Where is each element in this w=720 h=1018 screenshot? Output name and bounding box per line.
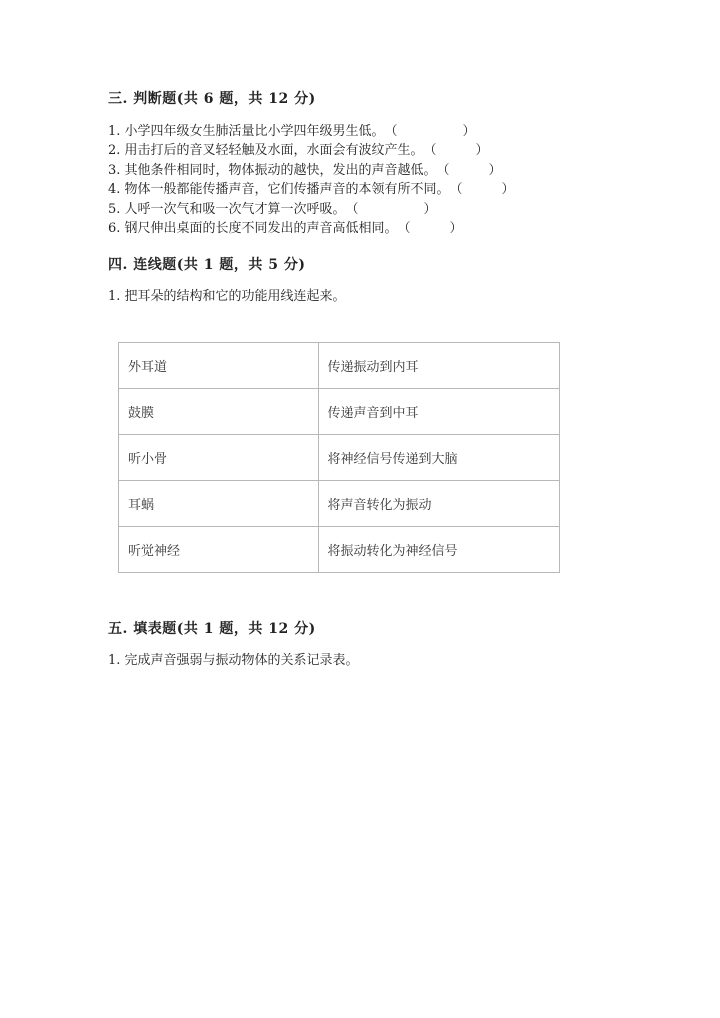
judgement-question (108, 122, 515, 141)
ear-function-cell: 将声音转化为振动 (318, 481, 559, 527)
section-4-title: 四. 连线题(共 1 题，共 5 分) (108, 257, 306, 273)
section-3-title: 三. 判断题(共 6 题，共 12 分) (108, 91, 316, 107)
answer-blank[interactable]: （ ） (423, 143, 489, 159)
answer-blank[interactable]: （ ） (449, 182, 515, 198)
ear-structure-cell: 外耳道 (119, 343, 319, 389)
matching-question: 1. 把耳朵的结构和它的功能用线连起来。 (108, 289, 346, 304)
table-row (119, 435, 560, 481)
table-row (119, 481, 560, 527)
answer-blank[interactable]: （ ） (436, 162, 502, 178)
question-text: 5. 人呼一次气和吸一次气才算一次呼吸。 (108, 201, 346, 217)
ear-function-cell: 将振动转化为神经信号 (318, 527, 559, 573)
section-5-title: 五. 填表题(共 1 题，共 12 分) (108, 621, 316, 637)
answer-blank[interactable]: （ ） (384, 124, 476, 139)
table-fill-question: 1. 完成声音强弱与振动物体的关系记录表。 (108, 653, 359, 668)
question-text: 4. 物体一般都能传播声音，它们传播声音的本领有所不同。 (108, 182, 450, 198)
table-row (119, 527, 560, 573)
judgement-question-list (108, 122, 515, 238)
table-row (119, 343, 560, 389)
question-text: 6. 钢尺伸出桌面的长度不同发出的声音高低相同。 (108, 221, 398, 237)
judgement-question (108, 200, 515, 219)
question-text: 1. 小学四年级女生肺活量比小学四年级男生低。 (108, 124, 385, 139)
answer-blank[interactable]: （ ） (345, 201, 437, 217)
ear-structure-cell: 听小骨 (119, 435, 319, 481)
judgement-question (108, 161, 515, 180)
ear-matching-table (118, 342, 560, 573)
question-text: 3. 其他条件相同时，物体振动的越快，发出的声音越低。 (108, 162, 437, 178)
ear-structure-cell: 听觉神经 (119, 527, 319, 573)
judgement-question (108, 180, 515, 199)
judgement-question (108, 219, 515, 238)
answer-blank[interactable]: （ ） (397, 221, 463, 237)
ear-structure-cell: 鼓膜 (119, 389, 319, 435)
ear-function-cell: 传递振动到内耳 (318, 343, 559, 389)
ear-function-cell: 传递声音到中耳 (318, 389, 559, 435)
table-row (119, 389, 560, 435)
question-text: 2. 用击打后的音叉轻轻触及水面，水面会有波纹产生。 (108, 143, 424, 159)
judgement-question (108, 141, 515, 160)
ear-structure-cell: 耳蜗 (119, 481, 319, 527)
ear-function-cell: 将神经信号传递到大脑 (318, 435, 559, 481)
